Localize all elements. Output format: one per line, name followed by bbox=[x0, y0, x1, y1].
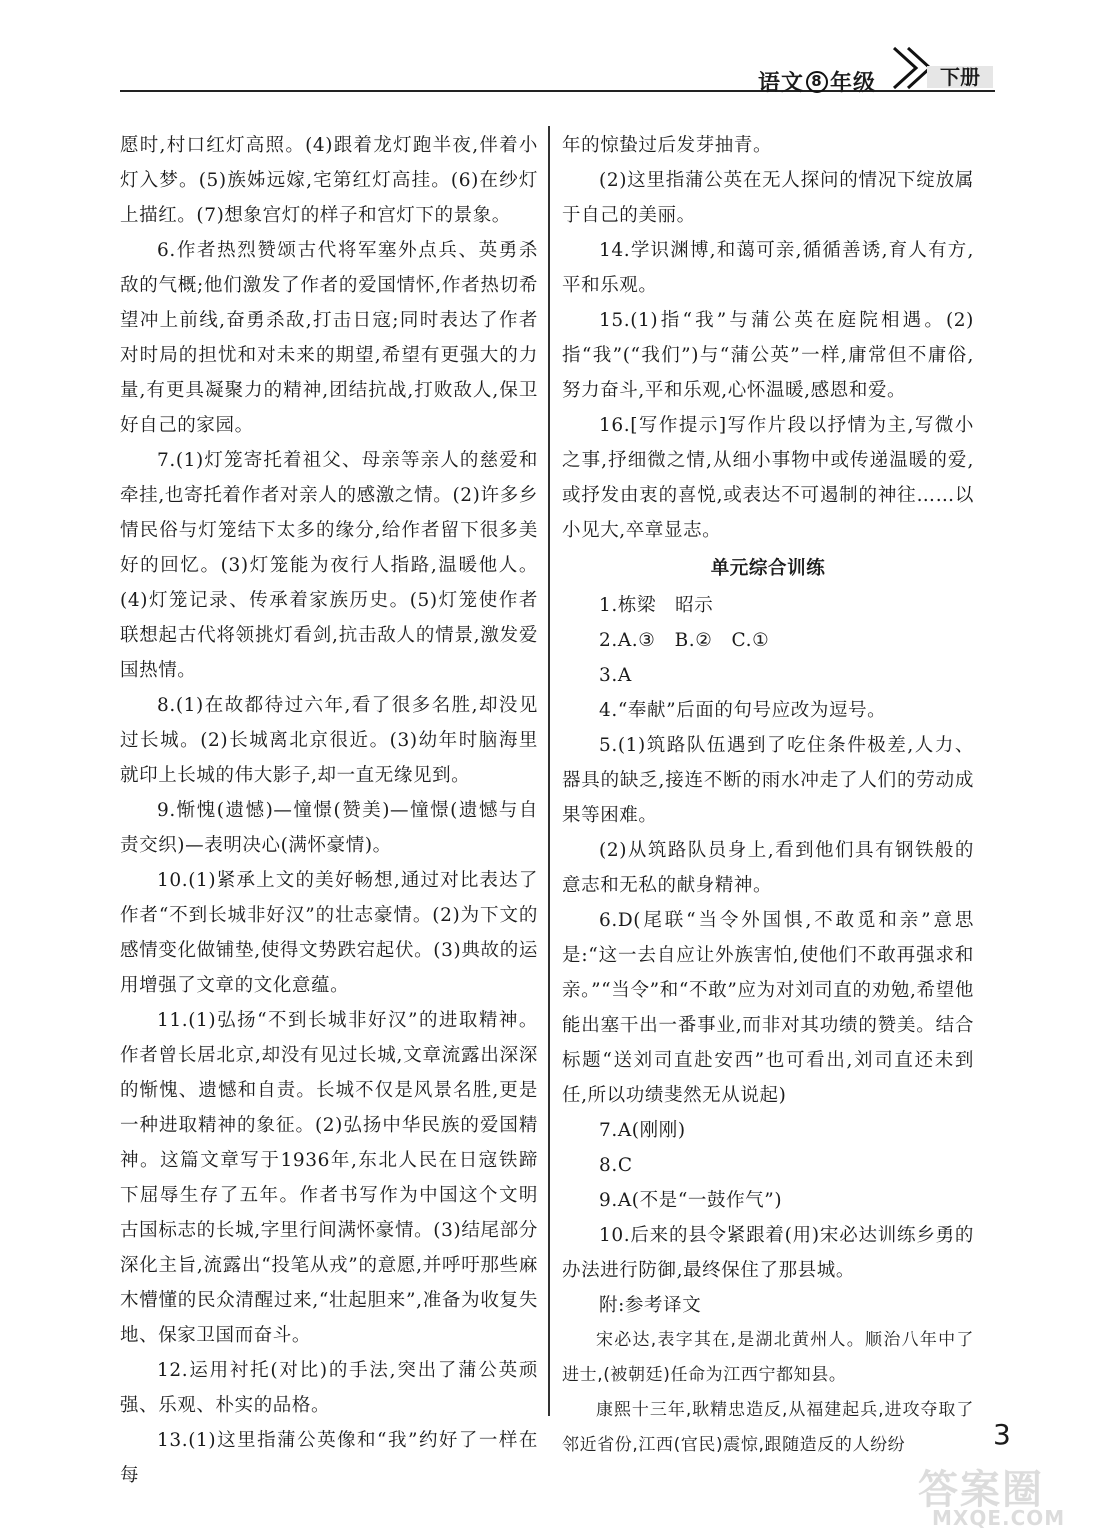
volume-label: 下册 bbox=[927, 66, 993, 88]
answer-paragraph: 8.(1)在故都待过六年,看了很多名胜,却没见过长城。(2)长城离北京很近。(3)幼年时脑海里就印上长城的伟大影子,却一直无缘见到。 bbox=[120, 695, 538, 786]
answer-paragraph: 12.运用衬托(对比)的手法,突出了蒲公英顽强、乐观、朴实的品格。 bbox=[120, 1360, 538, 1416]
answer-paragraph: 15.(1)指“我”与蒲公英在庭院相遇。(2)指“我”(“我们”)与“蒲公英”一样,庸常但不庸俗,努力奋斗,平和乐观,心怀温暖,感恩和爱。 bbox=[562, 310, 974, 401]
answer-paragraph: 9.A(不是“一鼓作气”) bbox=[599, 1190, 783, 1211]
answer-paragraph: 10.后来的县令紧跟着(用)宋必达训练乡勇的办法进行防御,最终保住了那县城。 bbox=[562, 1225, 974, 1281]
watermark-url: MXQE.COM bbox=[932, 1506, 1066, 1530]
left-column bbox=[120, 128, 538, 1493]
answer-paragraph: 4.“奉献”后面的句号应改为逗号。 bbox=[599, 700, 887, 721]
answer-paragraph: 5.(1)筑路队伍遇到了吃住条件极差,人力、器具的缺乏,接连不断的雨水冲走了人们的劳动成果等困难。 bbox=[562, 735, 974, 826]
page-number: 3 bbox=[993, 1418, 1011, 1451]
section-title: 单元综合训练 bbox=[710, 558, 826, 579]
answer-paragraph: 11.(1)弘扬“不到长城非好汉”的进取精神。作者曾长居北京,却没有见过长城,文章流露出深深的惭愧、遗憾和自责。长城不仅是风景名胜,更是一种进取精神的象征。(2)弘扬中华民族的爱国精神。这篇文章写于1936年,东北人民在日寇铁蹄下屈辱生存了五年。作者书写作为中国这个文明古国标志的长城,字里行间满怀豪情。(3)结尾部分深化主旨,流露出“投笔从戎”的意愿,并呼吁那些麻木懵懂的民众清醒过来,“壮起胆来”,准备为收复失地、保家卫国而奋斗。 bbox=[120, 1010, 538, 1346]
answer-paragraph: 6.D(尾联“当令外国惧,不敢觅和亲”意思是:“这一去自应让外族害怕,使他们不敢再强求和亲。”“当令”和“不敢”应为对刘司直的劝勉,希望他能出塞干出一番事业,而非对其功绩的赞美。结合标题“送刘司直赴安西”也可看出,刘司直还未到任,所以功绩斐然无从说起) bbox=[562, 910, 974, 1106]
translation-heading: 附:参考译文 bbox=[599, 1295, 702, 1316]
answer-paragraph: 1.栋梁 昭示 bbox=[599, 595, 714, 616]
answer-paragraph: 8.C bbox=[599, 1155, 633, 1176]
answer-paragraph: 3.A bbox=[599, 665, 632, 686]
column-divider bbox=[548, 126, 550, 1416]
header-subject bbox=[758, 66, 876, 97]
answer-paragraph: 7.(1)灯笼寄托着祖父、母亲等亲人的慈爱和牵挂,也寄托着作者对亲人的感激之情。(2)许多乡情民俗与灯笼结下太多的缘分,给作者留下很多美好的回忆。(3)灯笼能为夜行人指路,温暖他人。(4)灯笼记录、传承着家族历史。(5)灯笼使作者联想起古代将领挑灯看剑,抗击敌人的情景,激发爱国热情。 bbox=[120, 450, 538, 681]
translation-paragraph: 宋必达,表字其在,是湖北黄州人。顺治八年中了进士,(被朝廷)任命为江西宁都知县。 bbox=[562, 1330, 974, 1385]
watermark-text: 答案圈 bbox=[918, 1467, 1044, 1513]
answer-paragraph: (2)从筑路队员身上,看到他们具有钢铁般的意志和无私的献身精神。 bbox=[562, 840, 974, 896]
right-column bbox=[562, 128, 974, 1463]
grade-label: 年级 bbox=[830, 71, 877, 96]
answer-paragraph: 16.[写作提示]写作片段以抒情为主,写微小之事,抒细微之情,从细小事物中或传递温暖的爱,或抒发由衷的喜悦,或表达不可遏制的神往……以小见大,卒章显志。 bbox=[562, 415, 974, 541]
answer-paragraph: 6.作者热烈赞颂古代将军塞外点兵、英勇杀敌的气概;他们激发了作者的爱国情怀,作者热切希望冲上前线,奋勇杀敌,打击日寇;同时表达了作者对时局的担忧和对未来的期望,希望有更强大的力量,有更具凝聚力的精神,团结抗战,打败敌人,保卫好自己的家园。 bbox=[120, 240, 538, 436]
answer-paragraph: 13.(1)这里指蒲公英像和“我”约好了一样在每 bbox=[120, 1430, 538, 1486]
answer-paragraph: (2)这里指蒲公英在无人探问的情况下绽放属于自己的美丽。 bbox=[562, 170, 974, 226]
answer-paragraph: 7.A(刚刚) bbox=[599, 1120, 686, 1141]
translation-paragraph: 康熙十三年,耿精忠造反,从福建起兵,进攻夺取了邻近省份,江西(官民)震惊,跟随造反的人纷纷 bbox=[562, 1400, 974, 1455]
grade-badge: 8 bbox=[806, 71, 828, 93]
watermark-logo bbox=[918, 1458, 1094, 1530]
answer-paragraph: 10.(1)紧承上文的美好畅想,通过对比表达了作者“不到长城非好汉”的壮志豪情。(2)为下文的感情变化做铺垫,使得文势跌宕起伏。(3)典故的运用增强了文章的文化意蕴。 bbox=[120, 870, 538, 996]
answer-paragraph: 9.惭愧(遗憾)—憧憬(赞美)—憧憬(遗憾与自责交织)—表明决心(满怀豪情)。 bbox=[120, 800, 538, 856]
answer-paragraph: 愿时,村口红灯高照。(4)跟着龙灯跑半夜,伴着小灯入梦。(5)族姊远嫁,宅第红灯高挂。(6)在纱灯上描红。(7)想象宫灯的样子和宫灯下的景象。 bbox=[120, 135, 538, 226]
answer-paragraph: 2.A.③ B.② C.① bbox=[599, 630, 770, 651]
subject-label: 语文 bbox=[758, 71, 805, 96]
answer-paragraph: 14.学识渊博,和蔼可亲,循循善诱,育人有方,平和乐观。 bbox=[562, 240, 974, 296]
answer-paragraph: 年的惊蛰过后发芽抽青。 bbox=[562, 135, 773, 156]
